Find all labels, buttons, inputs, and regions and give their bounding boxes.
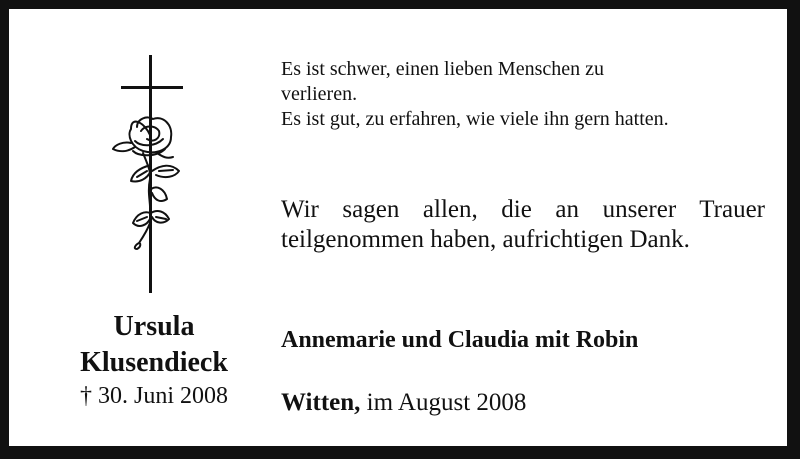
quote-line: verlieren. — [281, 83, 358, 105]
place-date-line — [281, 388, 526, 418]
thanks-line: teilgenommen haben, aufrichtigen Dank. — [281, 226, 690, 253]
thanks-line: Wir sagen allen, die an unserer Trauer — [281, 196, 765, 223]
deceased-last-name: Klusendieck — [80, 347, 228, 378]
dagger-symbol: † — [79, 383, 92, 409]
signers: Annemarie und Claudia mit Robin — [281, 327, 639, 353]
cross-icon — [121, 55, 183, 293]
thanks-block — [281, 195, 765, 255]
rose-icon — [113, 117, 179, 249]
death-date: 30. Juni 2008 — [97, 383, 228, 409]
cross-rose-emblem — [101, 53, 201, 299]
deceased-first-name: Ursula — [113, 311, 195, 342]
place-date: im August 2008 — [366, 389, 527, 416]
quote-line: Es ist gut, zu erfahren, wie viele ihn gern hatten. — [281, 108, 669, 130]
death-date-line — [49, 382, 259, 410]
quote-line: Es ist schwer, einen lieben Menschen zu — [281, 58, 604, 80]
quote-block — [281, 57, 771, 132]
place-city: Witten, — [281, 389, 361, 416]
